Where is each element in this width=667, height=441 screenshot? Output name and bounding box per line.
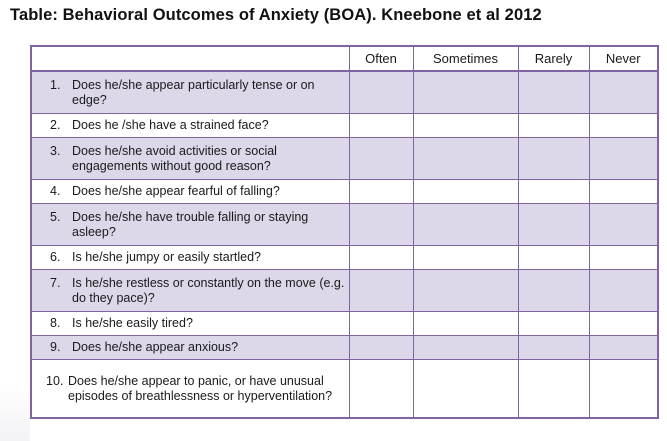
rarely-cell[interactable]	[518, 246, 589, 270]
header-rarely: Rarely	[518, 46, 589, 71]
question-cell	[31, 312, 349, 336]
question-number: 6.	[50, 250, 61, 264]
sometimes-cell[interactable]	[413, 114, 518, 138]
rarely-cell[interactable]	[518, 204, 589, 246]
table-row	[31, 270, 658, 312]
table-row	[31, 312, 658, 336]
table-row	[31, 246, 658, 270]
table-row	[31, 114, 658, 138]
header-question	[31, 46, 349, 71]
header-never: Never	[589, 46, 658, 71]
question-text: Is he/she restless or constantly on the move (e.g. do they pace)?	[72, 275, 345, 305]
never-cell[interactable]	[589, 312, 658, 336]
header-sometimes: Sometimes	[413, 46, 518, 71]
question-cell	[31, 204, 349, 246]
sometimes-cell[interactable]	[413, 71, 518, 114]
sometimes-cell[interactable]	[413, 336, 518, 360]
often-cell[interactable]	[349, 360, 413, 419]
sometimes-cell[interactable]	[413, 312, 518, 336]
never-cell[interactable]	[589, 204, 658, 246]
question-cell	[31, 114, 349, 138]
question-number: 9.	[50, 340, 61, 354]
often-cell[interactable]	[349, 114, 413, 138]
question-cell	[31, 270, 349, 312]
question-cell	[31, 336, 349, 360]
table-row	[31, 204, 658, 246]
table-row	[31, 138, 658, 180]
question-text: Does he/she appear particularly tense or on edge?	[72, 77, 315, 107]
question-number: 8.	[50, 316, 61, 330]
header-often: Often	[349, 46, 413, 71]
often-cell[interactable]	[349, 312, 413, 336]
rarely-cell[interactable]	[518, 71, 589, 114]
question-cell	[31, 246, 349, 270]
rarely-cell[interactable]	[518, 180, 589, 204]
never-cell[interactable]	[589, 114, 658, 138]
question-text: Does he/she have trouble falling or staying asleep?	[72, 209, 309, 239]
often-cell[interactable]	[349, 138, 413, 180]
never-cell[interactable]	[589, 246, 658, 270]
table-row	[31, 336, 658, 360]
never-cell[interactable]	[589, 180, 658, 204]
question-cell	[31, 71, 349, 114]
never-cell[interactable]	[589, 270, 658, 312]
sometimes-cell[interactable]	[413, 270, 518, 312]
often-cell[interactable]	[349, 246, 413, 270]
question-number: 1.	[50, 77, 61, 92]
question-text: Is he/she easily tired?	[72, 316, 193, 330]
question-cell	[31, 360, 349, 419]
never-cell[interactable]	[589, 360, 658, 419]
header-row	[31, 46, 658, 71]
question-text: Does he/she appear anxious?	[72, 340, 239, 354]
question-text: Does he/she avoid activities or social engagements without good reason?	[72, 143, 277, 173]
question-number: 3.	[50, 143, 61, 158]
question-number: 5.	[50, 209, 61, 224]
sometimes-cell[interactable]	[413, 204, 518, 246]
never-cell[interactable]	[589, 71, 658, 114]
question-number: 10.	[46, 373, 64, 388]
table-row	[31, 71, 658, 114]
often-cell[interactable]	[349, 204, 413, 246]
sometimes-cell[interactable]	[413, 180, 518, 204]
boa-table	[30, 45, 659, 419]
sometimes-cell[interactable]	[413, 246, 518, 270]
question-text: Is he/she jumpy or easily startled?	[72, 250, 261, 264]
often-cell[interactable]	[349, 270, 413, 312]
question-cell	[31, 180, 349, 204]
rarely-cell[interactable]	[518, 138, 589, 180]
sometimes-cell[interactable]	[413, 138, 518, 180]
never-cell[interactable]	[589, 138, 658, 180]
question-number: 4.	[50, 184, 61, 198]
sometimes-cell[interactable]	[413, 360, 518, 419]
table-title: Table: Behavioral Outcomes of Anxiety (BOA). Kneebone et al 2012	[10, 6, 542, 24]
rarely-cell[interactable]	[518, 336, 589, 360]
question-text: Does he/she appear fearful of falling?	[72, 184, 280, 198]
never-cell[interactable]	[589, 336, 658, 360]
table-row	[31, 180, 658, 204]
often-cell[interactable]	[349, 336, 413, 360]
question-text: Does he /she have a strained face?	[72, 118, 269, 132]
corner-shading	[0, 381, 30, 441]
often-cell[interactable]	[349, 71, 413, 114]
rarely-cell[interactable]	[518, 360, 589, 419]
question-number: 2.	[50, 118, 61, 132]
question-text: Does he/she appear to panic, or have unusual episodes of breathlessness or hyperventilation?	[68, 373, 333, 403]
rarely-cell[interactable]	[518, 270, 589, 312]
question-number: 7.	[50, 275, 61, 290]
question-cell	[31, 138, 349, 180]
rarely-cell[interactable]	[518, 312, 589, 336]
rarely-cell[interactable]	[518, 114, 589, 138]
table-row	[31, 360, 658, 419]
often-cell[interactable]	[349, 180, 413, 204]
